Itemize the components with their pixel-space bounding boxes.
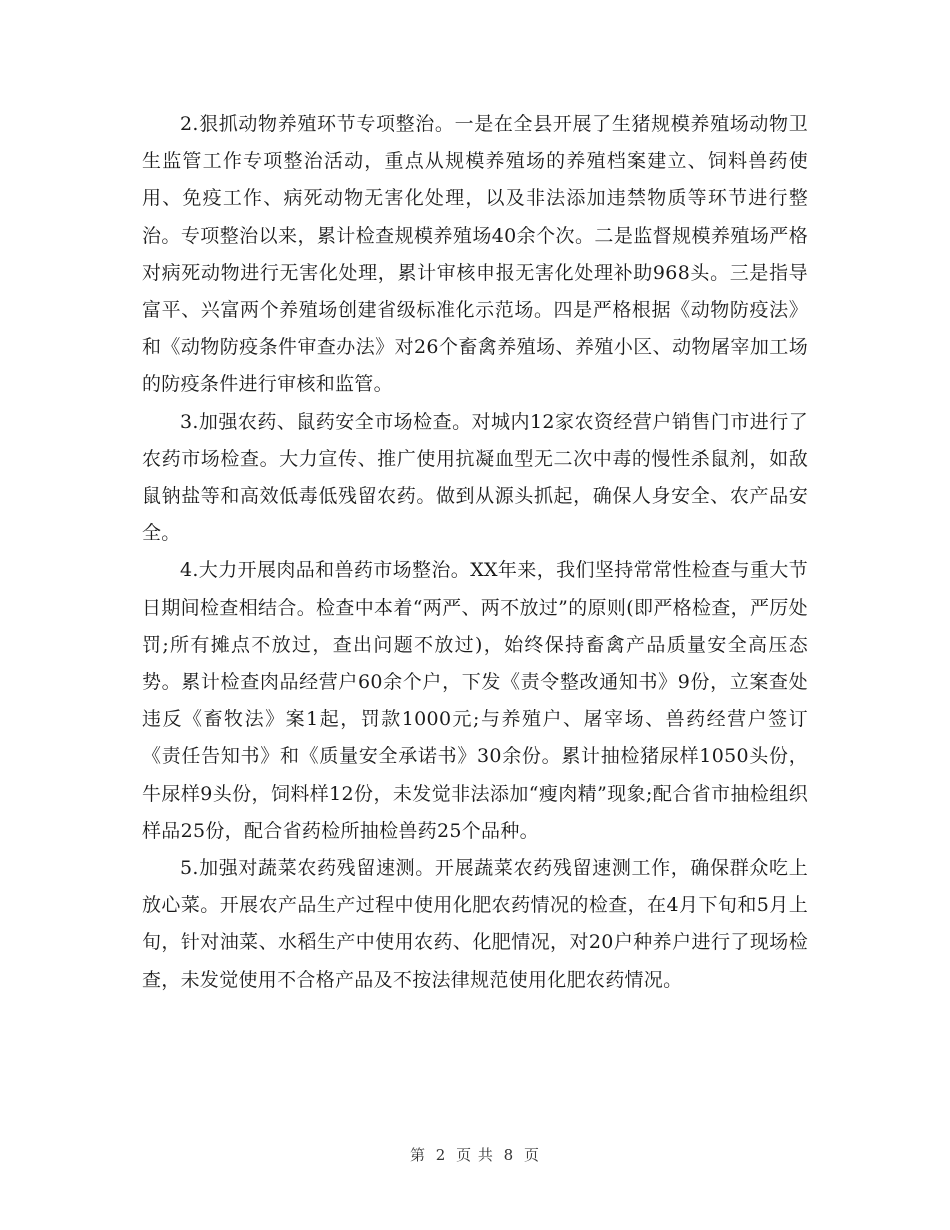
paragraph-pesticide-market: 3.加强农药、鼠药安全市场检查。对城内12家农资经营户销售门市进行了农药市场检查。大力宣传、推广使用抗凝血型无二次中毒的慢性杀鼠剂，如敌鼠钠盐等和高效低毒低残留农药。做到从源头抓起，确保人身安全、农产品安全。 [142,410,808,545]
paragraph-animal-breeding: 2.狠抓动物养殖环节专项整治。一是在全县开展了生猪规模养殖场动物卫生监管工作专项整治活动，重点从规模养殖场的养殖档案建立、饲料兽药使用、免疫工作、病死动物无害化处理，以及非法添加违禁物质等环节进行整治。专项整治以来，累计检查规模养殖场40余个次。二是监督规模养殖场严格对病死动物进行无害化处理，累计审核申报无害化处理补助968头。三是指导富平、兴富两个养殖场创建省级标准化示范场。四是严格根据《动物防疫法》和《动物防疫条件审查办法》对26个畜禽养殖场、养殖小区、动物屠宰加工场的防疫条件进行审核和监管。 [142,113,808,396]
footer-current-page: 2 [435,1146,447,1164]
footer-middle: 页 共 [456,1146,494,1164]
paragraph-meat-veterinary-market: 4.大力开展肉品和兽药市场整治。XX年来，我们坚持常常性检查与重大节日期间检查相结合。检查中本着“两严、两不放过”的原则(即严格检查，严厉处罚;所有摊点不放过，查出问题不放过)，始终保持畜禽产品质量安全高压态势。累计检查肉品经营户60余个户，下发《责令整改通知书》9份，立案查处违反《畜牧法》案1起，罚款1000元;与养殖户、屠宰场、兽药经营户签订《责任告知书》和《质量安全承诺书》30余份。累计抽检猪尿样1050头份，牛尿样9头份，饲料样12份，未发觉非法添加“瘦肉精”现象;配合省市抽检组织样品25份，配合省药检所抽检兽药25个品种。 [142,559,808,842]
page-footer [0,1144,950,1165]
footer-prefix: 第 [409,1146,426,1164]
paragraph-vegetable-residue: 5.加强对蔬菜农药残留速测。开展蔬菜农药残留速测工作，确保群众吃上放心菜。开展农产品生产过程中使用化肥农药情况的检查，在4月下旬和5月上旬，针对油菜、水稻生产中使用农药、化肥情况，对20户种养户进行了现场检查，未发觉使用不合格产品及不按法律规范使用化肥农药情况。 [142,857,808,991]
document-body [142,106,808,999]
footer-total-pages: 8 [503,1146,515,1164]
footer-suffix: 页 [524,1146,541,1164]
